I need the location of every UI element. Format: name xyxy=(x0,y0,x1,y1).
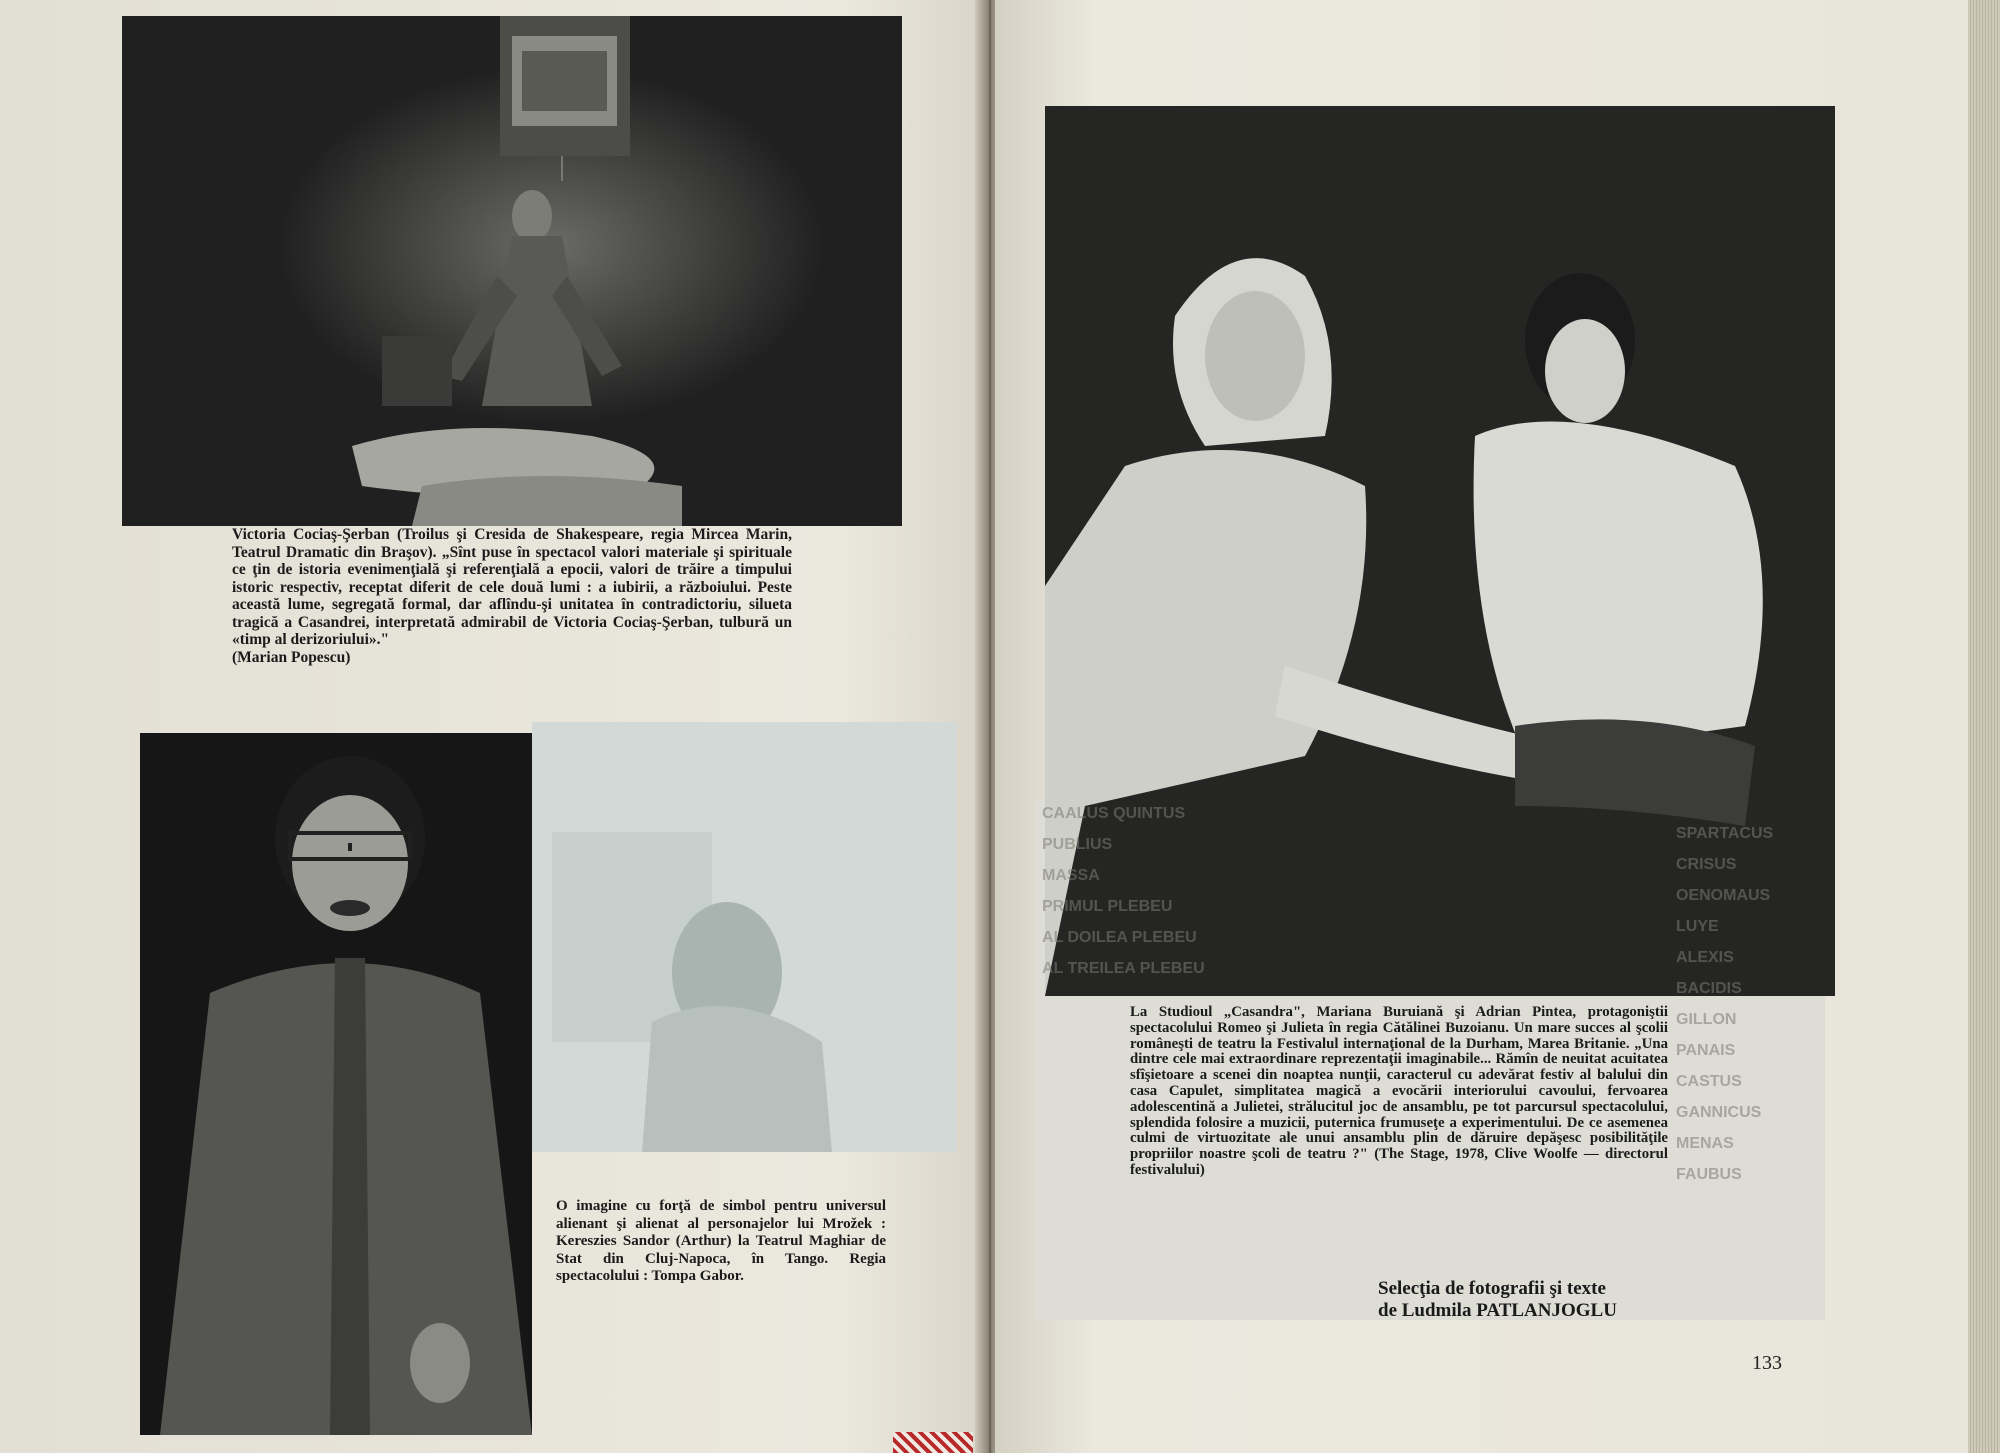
background-clipping-text: CAALUS QUINTUS PUBLIUS MASSA PRIMUL PLEBEU AL DOILEA PLEBEU AL TREILEA PLEBEU xyxy=(1042,805,1205,977)
cressida-caption-credit: (Marian Popescu) xyxy=(232,648,351,666)
cressida-caption xyxy=(232,526,792,666)
selection-signature xyxy=(1378,1278,1678,1322)
romeo-caption-text: La Studioul „Casandra", Mariana Buruiană şi Adrian Pintea, protagoniştii spectacolului Romeo şi Julieta în regia Cătălinei Buzoianu. Un mare succes al şcolii româneşti de teatru la Festivalul internaţional de la Durham, Marea Britanie. „Una dintre cele mai extraordinare reprezentaţii imaginabile... Rămîn de neuitat acuitatea sfîşietoare a scenei din noaptea nunţii, caracterul cu adevărat festiv al balului din casa Capulet, simplitatea magică a evocării interiorului cavoului, fervoarea adolescentină a Julietei, strălucitul joc de ansamblu, pe tot parcursul spectacolului, splendida folosire a muzicii, puternica frumuseţe a experimentului. De ce asemenea culmi de virtuozitate ale unui ansamblu plin de dăruire depăşesc posibilităţile propriilor noastre şcoli de teatru ?" (The Stage, 1978, Clive Woolfe — directorul festivalului) xyxy=(1130,1004,1668,1178)
background-clipping-text-right: SPARTACUS CRISUS OENOMAUS LUYE ALEXIS BACIDIS GILLON PANAIS CASTUS GANNICUS MENAS FAUBUS xyxy=(1676,825,1774,1183)
binding-thread xyxy=(893,1432,973,1453)
page-number: 133 xyxy=(1752,1352,1782,1374)
signature-line-1: Selecţia de fotografii şi texte xyxy=(1378,1278,1606,1299)
signature-line-2: de Ludmila PATLANJOGLU xyxy=(1378,1300,1617,1321)
cressida-caption-text: Victoria Cociaş-Şerban (Troilus şi Cresida de Shakespeare, regia Mircea Marin, Teatrul Dramatic din Braşov). „Sînt puse în spectacol valori materiale şi spirituale ce ţin de istoria evenimenţială şi referenţială a epocii, valori de trăire a timpului istoric respectiv, receptat diferit de cele două lumi : a iubirii, a războiului. Peste această lume, segregată formal, dar aflîndu-şi unitatea în contradictoriu, silueta tragică a Casandrei, interpretată admirabil de Victoria Cociaş-Şerban, tulbură un «timp al derizoriului»." xyxy=(232,526,792,648)
romeo-caption xyxy=(1130,1005,1668,1179)
tango-caption-text: O imagine cu forţă de simbol pentru universul alienant şi alienat al personajelor lui Mrožek : Kereszies Sandor (Arthur) la Teatrul Maghiar de Stat din Cluj-Napoca, în Tango. Regia spectacolului : Tompa Gabor. xyxy=(556,1198,886,1284)
left-page xyxy=(0,0,985,1453)
tango-caption xyxy=(556,1198,886,1286)
faded-stage-photo xyxy=(532,722,957,1152)
page-edges xyxy=(1968,0,2000,1453)
portrait-photo xyxy=(140,733,532,1435)
stage-photo xyxy=(122,16,902,526)
